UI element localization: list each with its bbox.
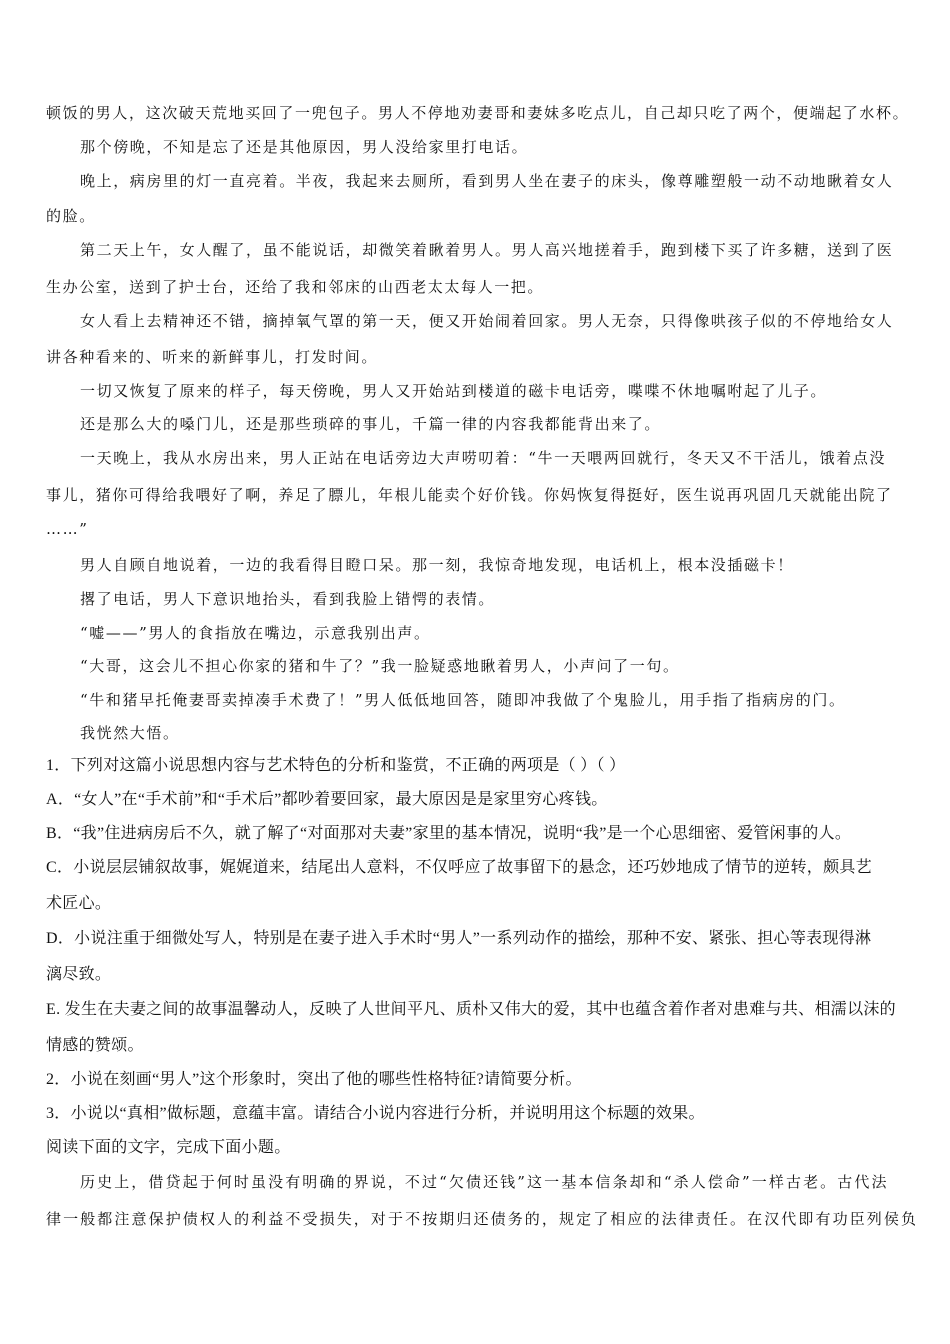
passage-line: 律一般都注意保护债权人的利益不受损失，对于不按期归还债务的，规定了相应的法律责任。在汉代即有功臣列侯负 [46,1210,919,1228]
story-line: “牛和猪早托俺妻哥卖掉凑手术费了！”男人低低地回答，随即冲我做了个鬼脸儿，用手指了指病房的门。 [80,691,846,709]
story-line: 那个傍晚，不知是忘了还是其他原因，男人没给家里打电话。 [80,138,529,156]
story-line: 第二天上午，女人醒了，虽不能说话，却微笑着瞅着男人。男人高兴地搓着手，跑到楼下买了许多糖，送到了医 [80,241,894,259]
story-line: 事儿，猪你可得给我喂好了啊，养足了膘儿，年根儿能卖个好价钱。你妈恢复得挺好，医生说再巩固几天就能出院了 [46,486,893,504]
question-1: 1．下列对这篇小说思想内容与艺术特色的分析和鉴赏，不正确的两项是（ ）（ ） [46,757,626,774]
option-c-continued: 术匠心。 [46,895,112,912]
option-b: B．“我”住进病房后不久，就了解了“对面那对夫妻”家里的基本情况，说明“我”是一个心思细密、爱管闲事的人。 [46,825,852,842]
question-2: 2．小说在刻画“男人”这个形象时，突出了他的哪些性格特征?请简要分析。 [46,1071,582,1088]
story-line: 晚上，病房里的灯一直亮着。半夜，我起来去厕所，看到男人坐在妻子的床头，像尊雕塑般一动不动地瞅着女人 [80,172,894,190]
option-d: D．小说注重于细微处写人，特别是在妻子进入手术时“男人”一系列动作的描绘，那种不安、紧张、担心等表现得淋 [46,930,872,947]
option-e: E. 发生在夫妻之间的故事温馨动人，反映了人世间平凡、质朴又伟大的爱，其中也蕴含着作者对患难与共、相濡以沫的 [46,1001,896,1018]
story-line: 顿饭的男人，这次破天荒地买回了一兜包子。男人不停地劝妻哥和妻妹多吃点儿，自己却只吃了两个，便端起了水杯。 [46,104,910,122]
question-3: 3．小说以“真相”做标题，意蕴丰富。请结合小说内容进行分析，并说明用这个标题的效果。 [46,1105,705,1122]
story-line: 女人看上去精神还不错，摘掉氧气罩的第一天，便又开始闹着回家。男人无奈，只得像哄孩子似的不停地给女人 [80,312,894,330]
option-d-continued: 漓尽致。 [46,966,112,983]
story-line: 撂了电话，男人下意识地抬头，看到我脸上错愕的表情。 [80,590,496,608]
story-line: 男人自顾自地说着，一边的我看得目瞪口呆。那一刻，我惊奇地发现，电话机上，根本没插磁卡！ [80,556,794,574]
story-line: 生办公室，送到了护士台，还给了我和邻床的山西老太太每人一把。 [46,278,545,296]
story-line: 讲各种看来的、听来的新鲜事儿，打发时间。 [46,348,379,366]
story-line: 一天晚上，我从水房出来，男人正站在电话旁边大声唠叨着：“牛一天喂两回就行，冬天又不干活儿，饿着点没 [80,449,887,467]
story-line: “大哥，这会儿不担心你家的猪和牛了？”我一脸疑惑地瞅着男人，小声问了一句。 [80,657,680,675]
story-line: ……” [46,520,89,538]
story-line: 还是那么大的嗓门儿，还是那些琐碎的事儿，千篇一律的内容我都能背出来了。 [80,415,662,433]
option-c: C．小说层层铺叙故事，娓娓道来，结尾出人意料，不仅呼应了故事留下的悬念，还巧妙地成了情节的逆转，颇具艺 [46,859,872,876]
passage-line: 历史上，借贷起于何时虽没有明确的界说，不过“欠债还钱”这一基本信条却和“杀人偿命”一样古老。古代法 [80,1173,889,1191]
reading-instruction: 阅读下面的文字，完成下面小题。 [46,1139,291,1156]
story-line: 一切又恢复了原来的样子，每天傍晚，男人又开始站到楼道的磁卡电话旁，喋喋不休地嘱咐起了儿子。 [80,382,828,400]
option-a: A．“女人”在“手术前”和“手术后”都吵着要回家，最大原因是是家里穷心疼钱。 [46,791,608,808]
option-e-continued: 情感的赞颂。 [46,1037,144,1054]
story-line: 的脸。 [46,207,96,225]
story-line: “嘘——”男人的食指放在嘴边，示意我别出声。 [80,624,431,642]
story-line: 我恍然大悟。 [80,724,180,742]
